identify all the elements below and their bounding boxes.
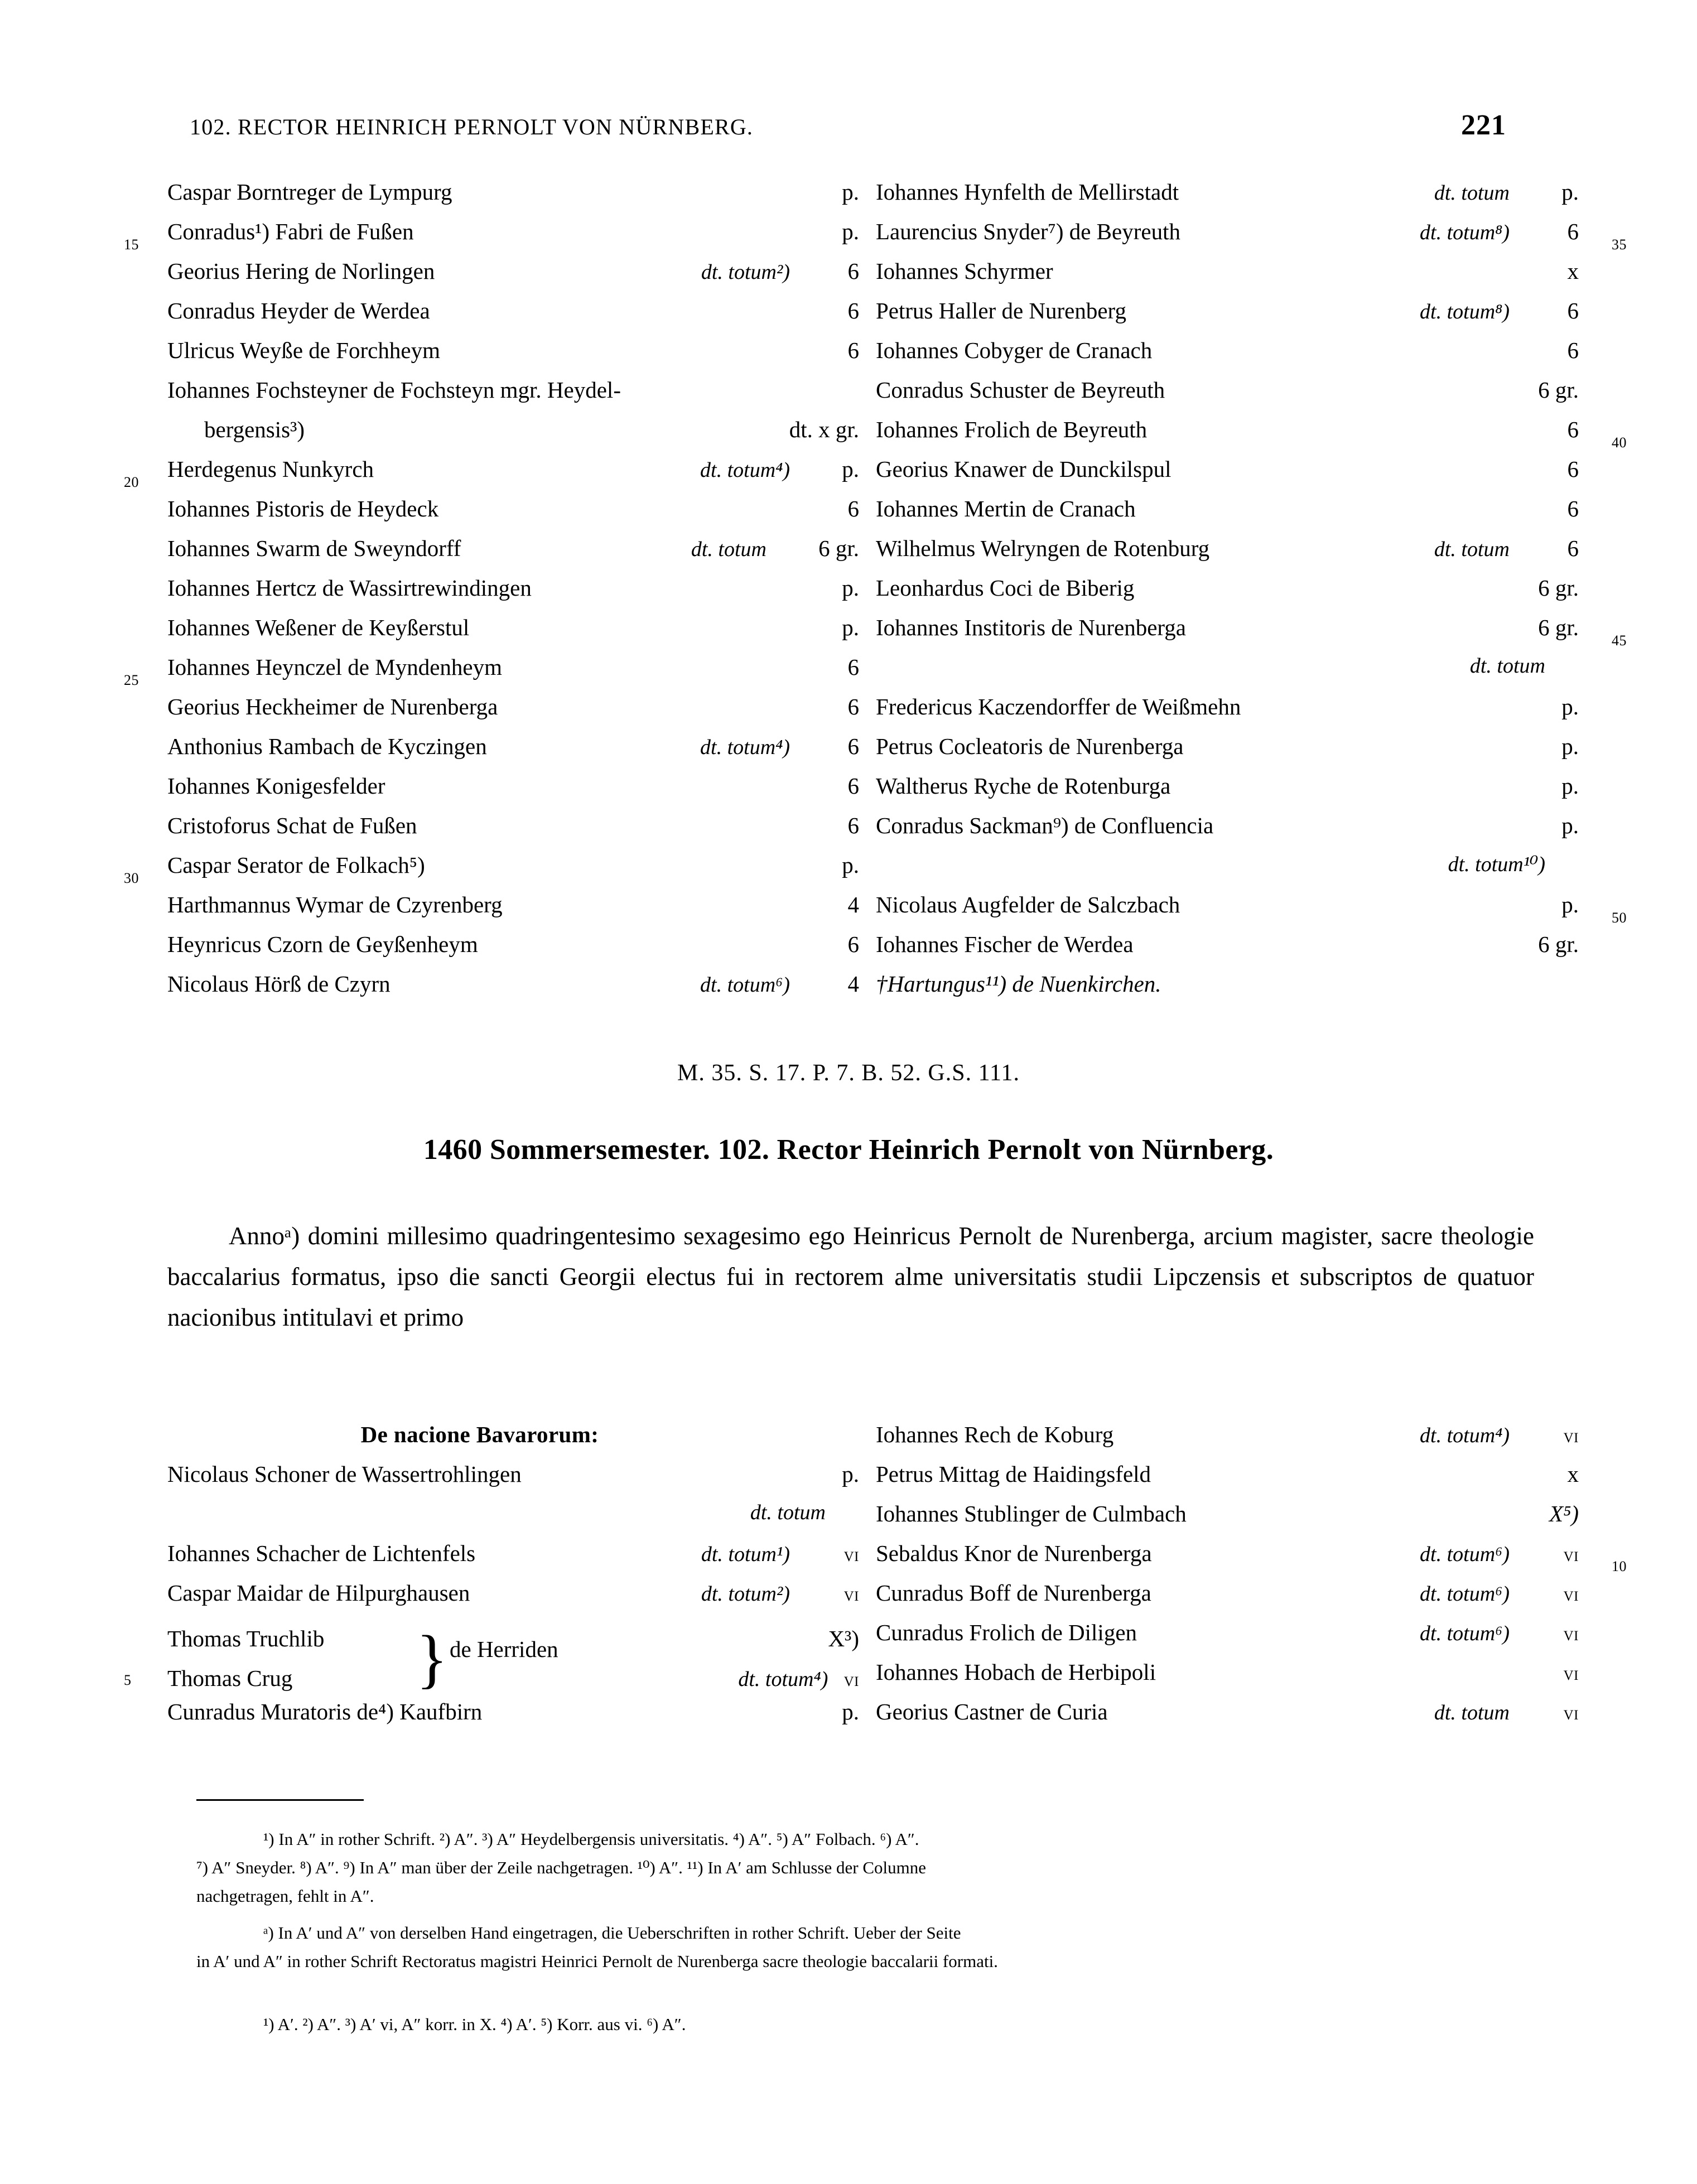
register-row [167,574,859,614]
footnote-line: ¹) In A″ in rother Schrift. ²) A″. ³) A″ Heydelbergensis universitatis. ⁴) A″. ⁵) A″ Folbach. ⁶) A″. [263,1829,919,1849]
page-number: 221 [1461,109,1506,141]
register-row [876,258,1579,297]
entry-name: Conradus Schuster de Beyreuth [876,377,1165,403]
entry-name: Leonhardus Coci de Biberig [876,575,1135,601]
entry-amount: vi [843,1668,859,1690]
entry-amount: vi [1563,1543,1579,1565]
entry-note-continuation: dt. totum [750,1501,826,1524]
register-bottom-left-column [124,1421,859,1738]
register-bottom [0,1421,1697,1823]
register-row [876,535,1579,574]
curly-brace-icon: } [416,1622,448,1695]
footnote-line: ¹) A′. ²) A″. ³) A′ vi, A″ korr. in X. ⁴) A′. ⁵) Korr. aus vi. ⁶) A″. [263,2014,686,2034]
register-row [167,970,859,1010]
register-row [876,733,1579,772]
entry-name: Heynricus Czorn de Geyßenheym [167,931,478,957]
register-row [876,812,1579,852]
footnote-block-second-numbered [196,2010,1513,2038]
register-top [0,178,1697,1086]
line-number: 50 [1612,910,1627,926]
register-row [876,1500,1579,1540]
entry-amount: 6 [847,337,859,363]
entry-name: Laurencius Snyder⁷) de Beyreuth [876,219,1180,244]
register-row [124,218,859,258]
register-row [876,178,1579,218]
register-row [167,733,859,772]
entry-name: Iohannes Weßener de Keyßerstul [167,615,470,640]
register-row [876,1659,1579,1698]
entry-name: Fredericus Kaczendorffer de Weißmehn [876,694,1241,719]
entry-name: Petrus Mittag de Haidingsfeld [876,1461,1151,1487]
entry-name: Iohannes Cobyger de Cranach [876,337,1153,363]
entry-note: dt. totum⁶) [1420,1582,1510,1606]
entry-name: Caspar Borntreger de Lympurg [167,179,452,205]
entry-note: dt. totum¹) [701,1543,790,1566]
entry-note: dt. totum [1434,1701,1510,1724]
register-row [876,574,1579,614]
entry-name: Harthmannus Wymar de Czyrenberg [167,892,503,917]
section-heading: 1460 Sommersemester. 102. Rector Heinrich Pernolt von Nürnberg. [423,1134,1274,1166]
entry-amount: vi [1563,1424,1579,1447]
entry-amount: p. [842,1699,859,1724]
entry-name: Wilhelmus Welryngen de Rotenburg [876,535,1210,561]
line-number: 5 [124,1672,131,1688]
entry-amount: p. [1561,694,1579,719]
register-row [167,495,859,535]
entry-amount: dt. x gr. [789,417,859,442]
register-summary: M. 35. S. 17. P. 7. B. 52. G.S. 111. [677,1060,1020,1086]
entry-note: dt. totum⁴) [700,736,790,759]
entry-name: Cristoforus Schat de Fußen [167,813,417,838]
register-row [124,654,859,693]
entry-amount: p. [842,575,859,601]
entry-amount: 6 [847,298,859,323]
entry-name: Iohannes Schacher de Lichtenfels [167,1540,476,1566]
entry-name: Nicolaus Augfelder de Salczbach [876,892,1180,917]
footnote-separator [196,1799,364,1801]
entry-note-continuation: dt. totum [1469,654,1545,678]
line-number: 30 [124,870,139,886]
entry-name: Iohannes Konigesfelder [167,773,385,799]
register-row [876,218,1627,258]
entry-amount: 6 [1567,496,1579,521]
entry-amount: 6 gr. [1538,377,1579,403]
entry-note: dt. totum⁸) [1420,221,1510,244]
register-row [167,1698,859,1738]
line-number: 45 [1612,632,1627,649]
line-number: 15 [124,236,139,253]
entry-amount: 6 [847,773,859,799]
entry-name: Ulricus Weyße de Forchheym [167,337,440,363]
register-row [876,970,1579,1010]
footnote-block-lettered [196,1919,1513,1975]
brace-group-label: de Herriden [450,1636,558,1662]
entry-amount: p. [1561,892,1579,917]
entry-name: Iohannes Hobach de Herbipoli [876,1659,1156,1685]
footnote-line: nachgetragen, fehlt in A″. [196,1886,374,1906]
entry-note: dt. totum [1434,538,1510,561]
line-number: 25 [124,672,139,688]
subsection-heading: De nacione Bavarorum: [360,1422,599,1447]
entry-amount: p. [842,219,859,244]
entry-amount: p. [1561,179,1579,205]
entry-amount: p. [1561,773,1579,799]
register-row [876,1421,1579,1461]
register-row [167,1579,859,1619]
footnote-line: ⁷) A″ Sneyder. ⁸) A″. ⁹) In A″ man über der Zeile nachgetragen. ¹⁰) A″. ¹¹) In A′ am Schlusse der Columne [196,1858,926,1877]
register-row [876,693,1579,733]
footnote-block-numbered [196,1825,1513,1910]
register-row [167,614,859,654]
entry-note: dt. totum⁶) [1420,1543,1510,1566]
entry-note: dt. totum [1434,181,1510,205]
entry-name: Iohannes Fischer de Werdea [876,931,1134,957]
entry-amount: 6 gr. [1538,931,1579,957]
entry-name: Petrus Cocleatoris de Nurenberga [876,733,1184,759]
register-row [167,931,859,970]
entry-note: dt. totum⁶) [700,973,790,997]
register-row [167,416,859,456]
entry-name: Conradus Sackman⁹) de Confluencia [876,813,1214,838]
footnote-line: ᵃ) In A′ und A″ von derselben Hand eingetragen, die Ueberschriften in rother Schrift. Ueber der Seite [263,1923,961,1943]
running-head [190,109,1506,142]
entry-name: Herdegenus Nunkyrch [167,456,374,482]
register-row [876,1619,1579,1659]
entry-amount: 6 [1567,535,1579,561]
entry-note: dt. totum⁴) [700,458,790,482]
register-row [876,1540,1627,1579]
entry-amount: p. [842,179,859,205]
entry-name: †Hartungus¹¹) de Nuenkirchen. [876,971,1161,997]
register-row [876,1461,1579,1500]
entry-amount: 6 [847,733,859,759]
register-row [167,1461,859,1500]
entry-name: Thomas Truchlib [167,1626,325,1651]
entry-amount: 6 [1567,219,1579,244]
register-bottom-right-column [876,1421,1627,1738]
entry-amount: vi [843,1543,859,1565]
line-number: 10 [1612,1558,1627,1574]
register-row [167,891,859,931]
entry-amount: vi [1563,1702,1579,1724]
register-top-left-column [124,178,859,1010]
entry-amount: 6 [847,813,859,838]
register-row [876,376,1579,416]
entry-amount: p. [842,1461,859,1487]
entry-name: Iohannes Fochsteyner de Fochsteyn mgr. Heydel- [167,377,621,403]
entry-name: Georius Castner de Curia [876,1699,1108,1724]
entry-amount: 6 [1567,298,1579,323]
entry-amount: 6 [847,496,859,521]
register-row [876,456,1579,495]
entry-note-continuation: dt. totum¹⁰) [1448,853,1545,876]
entry-name: Cunradus Boff de Nurenberga [876,1580,1151,1606]
entry-amount: p. [842,456,859,482]
register-row [167,772,859,812]
register-row [167,258,859,297]
entry-name: Nicolaus Schoner de Wassertrohlingen [167,1461,522,1487]
entry-name: Thomas Crug [167,1665,293,1691]
entry-amount: x [1567,1461,1579,1487]
register-row [167,812,859,852]
entry-name: Conradus¹) Fabri de Fußen [167,219,414,244]
entry-amount: 6 [847,694,859,719]
register-row [876,772,1579,812]
register-row [876,1579,1579,1619]
register-row [876,931,1579,970]
register-top-right-column [876,178,1627,1010]
entry-amount: 4 [847,971,859,997]
entry-name: Iohannes Stublinger de Culmbach [876,1501,1187,1526]
entry-name: Iohannes Pistoris de Heydeck [167,496,439,521]
entry-amount: 6 [1567,456,1579,482]
entry-name: Iohannes Institoris de Nurenberga [876,615,1187,640]
entry-name: Petrus Haller de Nurenberg [876,298,1126,323]
register-row [167,693,859,733]
entry-name: Conradus Heyder de Werdea [167,298,430,323]
entry-note: dt. totum⁶) [1420,1622,1510,1645]
register-row [876,495,1579,535]
brace-group [124,1619,859,1698]
entry-note: dt. totum⁴) [738,1668,828,1691]
register-row [167,337,859,376]
entry-note: dt. totum²) [701,260,790,284]
entry-name: Iohannes Schyrmer [876,258,1053,284]
entry-name: Nicolaus Hörß de Czyrn [167,971,390,997]
entry-name: Iohannes Hynfelth de Mellirstadt [876,179,1179,205]
entry-amount: p. [842,615,859,640]
entry-amount: vi [1563,1583,1579,1605]
register-row [876,614,1627,654]
footnote-line: in A′ und A″ in rother Schrift Rectoratus magistri Heinrici Pernolt de Nurenberga sacre theologie baccalarii formati. [196,1951,998,1971]
entry-name: Iohannes Mertin de Cranach [876,496,1136,521]
register-row [124,852,859,891]
entry-name: Caspar Maidar de Hilpurghausen [167,1580,470,1606]
entry-amount: x [1567,258,1579,284]
register-row [167,1540,859,1579]
entry-amount: 6 [847,931,859,957]
entry-amount: p. [1561,813,1579,838]
entry-name: Anthonius Rambach de Kyczingen [167,733,487,759]
entry-name: Iohannes Swarm de Sweyndorff [167,535,461,561]
entry-name: Cunradus Frolich de Diligen [876,1620,1137,1645]
entry-amount: 6 gr. [1538,575,1579,601]
entry-name: Georius Hering de Norlingen [167,258,435,284]
register-row [167,535,859,574]
entry-amount: 6 [1567,417,1579,442]
running-head-title: 102. RECTOR HEINRICH PERNOLT VON NÜRNBERG. [190,114,754,139]
entry-amount: 6 [1567,337,1579,363]
entry-amount: X³) [828,1626,859,1651]
register-row [124,456,859,495]
entry-note: dt. totum²) [701,1582,790,1606]
line-number: 35 [1612,236,1627,253]
entry-amount: 6 gr. [818,535,859,561]
entry-name: Iohannes Heynczel de Myndenheym [167,654,502,680]
entry-name: Georius Heckheimer de Nurenberga [167,694,498,719]
brace-group-bottom-value [738,1659,859,1698]
line-number: 20 [124,474,139,490]
entry-note: dt. totum⁴) [1420,1424,1510,1447]
entry-amount: p. [842,852,859,878]
entry-note: dt. totum⁸) [1420,300,1510,323]
entry-name: bergensis³) [204,417,305,442]
entry-name: Caspar Serator de Folkach⁵) [167,852,425,878]
register-row [876,1698,1579,1738]
entry-name: Georius Knawer de Dunckilspul [876,456,1171,482]
entry-amount: vi [843,1583,859,1605]
entry-name: Iohannes Frolich de Beyreuth [876,417,1148,442]
line-number: 40 [1612,434,1627,451]
entry-name: Iohannes Hertcz de Wassirtrewindingen [167,575,532,601]
register-row [876,297,1579,337]
entry-amount: vi [1563,1622,1579,1645]
register-row [167,297,859,337]
entry-amount: 6 gr. [1538,615,1579,640]
entry-amount: X⁵) [1549,1501,1579,1526]
entry-name: Sebaldus Knor de Nurenberga [876,1540,1152,1566]
register-row [876,337,1579,376]
entry-amount: 4 [847,892,859,917]
entry-name: Waltherus Ryche de Rotenburga [876,773,1171,799]
register-row [167,376,859,416]
entry-amount: vi [1563,1662,1579,1684]
entry-name: Iohannes Rech de Koburg [876,1422,1114,1447]
register-row [876,891,1627,931]
register-row [876,416,1627,456]
entry-note: dt. totum [691,538,766,561]
entry-amount: 6 [847,258,859,284]
entry-name: Cunradus Muratoris de⁴) Kaufbirn [167,1699,483,1724]
entry-amount: 6 [847,654,859,680]
entry-amount: p. [1561,733,1579,759]
section-paragraph: Annoᵃ) domini millesimo quadringentesimo sexagesimo ego Heinricus Pernolt de Nurenberga, arcium magister, sacre theologie baccalarius formatus, ipso die sancti Georgii electus fui in rectorem alme universitatis studii Lipczensis et subscriptos de quatuor nacionibus intitulavi et primo [167,1222,1534,1331]
brace-group-names [167,1619,413,1698]
register-row [167,178,859,218]
